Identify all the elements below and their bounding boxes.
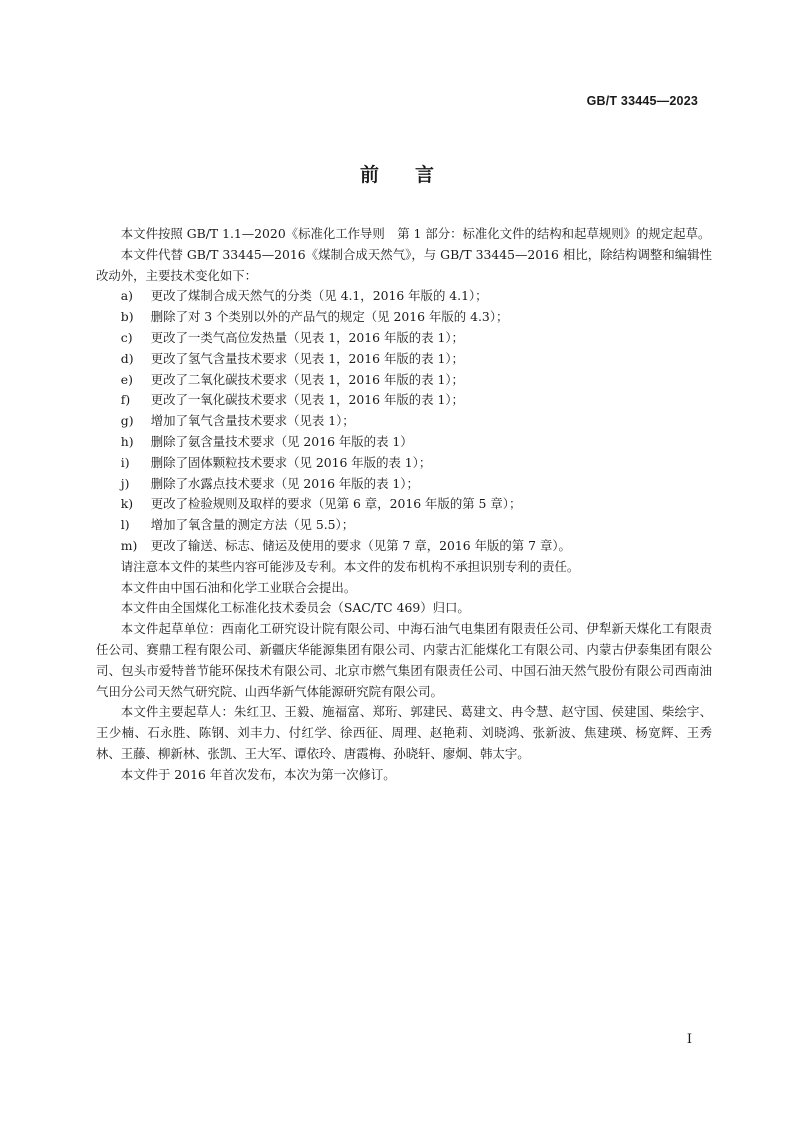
intro-paragraph: 本文件代替 GB/T 33445—2016《煤制合成天然气》，与 GB/T 33445—2016 相比，除结构调整和编辑性改动外，主要技术变化如下： <box>96 246 712 283</box>
list-marker: m) <box>120 537 138 553</box>
list-item <box>96 328 712 349</box>
patent-notice: 请注意本文件的某些内容可能涉及专利。本文件的发布机构不承担识别专利的责任。 <box>120 558 580 574</box>
list-item-text: 删除了氨含量技术要求（见 2016 年版的表 1） <box>150 433 413 449</box>
list-item-text: 更改了氢气含量技术要求（见表 1，2016 年版的表 1）； <box>150 350 464 366</box>
list-item <box>96 536 712 557</box>
proposer-paragraph: 本文件由中国石油和化学工业联合会提出。 <box>120 579 357 595</box>
list-item-text: 更改了输送、标志、储运及使用的要求（见第 7 章，2016 年版的第 7 章）。 <box>150 537 571 553</box>
list-marker: c) <box>120 329 133 345</box>
list-item-text: 增加了氧含量的测定方法（见 5.5）； <box>150 517 355 533</box>
list-item-text: 删除了对 3 个类别以外的产品气的规定（见 2016 年版的 4.3）； <box>150 309 509 325</box>
list-item <box>96 494 712 515</box>
list-item <box>96 390 712 411</box>
intro-paragraph: 本文件按照 GB/T 1.1—2020《标准化工作导则 第 1 部分：标准化文件的结构和起草规则》的规定起草。 <box>120 226 711 241</box>
list-item <box>96 432 712 453</box>
list-marker: l) <box>120 517 130 533</box>
list-item <box>96 453 712 474</box>
page-title: 前言 <box>359 164 470 186</box>
list-marker: e) <box>120 371 133 387</box>
list-item <box>96 515 712 536</box>
list-item-text: 更改了二氧化碳技术要求（见表 1，2016 年版的表 1）； <box>150 371 464 387</box>
list-marker: b) <box>120 309 134 325</box>
drafting-units-paragraph: 本文件起草单位：西南化工研究设计院有限公司、中海石油气电集团有限责任公司、伊犁新天煤化工有限责任公司、赛鼎工程有限公司、新疆庆华能源集团有限公司、内蒙古汇能煤化工有限公司、内蒙古伊泰集团有限公司、包头市爱特普节能环保技术有限公司、北京市燃气集团有限责任公司、中国石油天然气股份有限公司西南油气田分公司天然气研究院、山西华新气体能源研究院有限公司。 <box>96 621 712 699</box>
list-item-text: 删除了固体颗粒技术要求（见 2016 年版的表 1）； <box>150 454 432 470</box>
list-marker: j) <box>120 475 130 491</box>
list-item-text: 更改了一氧化碳技术要求（见表 1，2016 年版的表 1）； <box>150 392 464 408</box>
revision-history-paragraph: 本文件于 2016 年首次发布，本次为第一次修订。 <box>120 766 396 782</box>
list-marker: f) <box>120 392 131 408</box>
list-item-text: 增加了氧气含量技术要求（见表 1）； <box>150 413 355 429</box>
drafters-paragraph: 本文件主要起草人：朱红卫、王毅、施福富、郑珩、郭建民、葛建文、冉令慧、赵守国、侯建国、柴绘宇、王少楠、石永胜、陈钢、刘丰力、付红学、徐西征、周理、赵艳莉、刘晓鸿、张新波、焦建瑛、杨宽辉、王秀林、王藤、柳新林、张凯、王大军、谭依玲、唐霞梅、孙晓轩、廖炯、韩太宇。 <box>96 704 712 761</box>
list-item <box>96 349 712 370</box>
list-item <box>96 370 712 391</box>
list-marker: i) <box>120 454 130 470</box>
list-item <box>96 307 712 328</box>
list-item <box>96 411 712 432</box>
list-item-text: 删除了水露点技术要求（见 2016 年版的表 1）； <box>150 475 419 491</box>
list-item-text: 更改了煤制合成天然气的分类（见 4.1，2016 年版的 4.1）； <box>150 288 488 304</box>
list-item <box>96 474 712 495</box>
committee-paragraph: 本文件由全国煤化工标准化技术委员会（SAC/TC 469）归口。 <box>120 600 470 616</box>
document-code: GB/T 33445—2023 <box>586 94 698 108</box>
list-item-text: 更改了检验规则及取样的要求（见第 6 章，2016 年版的第 5 章）； <box>150 496 522 512</box>
changes-list <box>96 286 712 556</box>
list-marker: d) <box>120 350 134 366</box>
page-number: I <box>686 1032 692 1047</box>
document-body <box>96 224 712 786</box>
list-marker: a) <box>120 288 134 304</box>
list-item <box>96 286 712 307</box>
list-marker: g) <box>120 413 134 429</box>
list-item-text: 更改了一类气高位发热量（见表 1，2016 年版的表 1）； <box>150 329 464 345</box>
list-marker: h) <box>120 433 134 449</box>
list-marker: k) <box>120 496 134 512</box>
